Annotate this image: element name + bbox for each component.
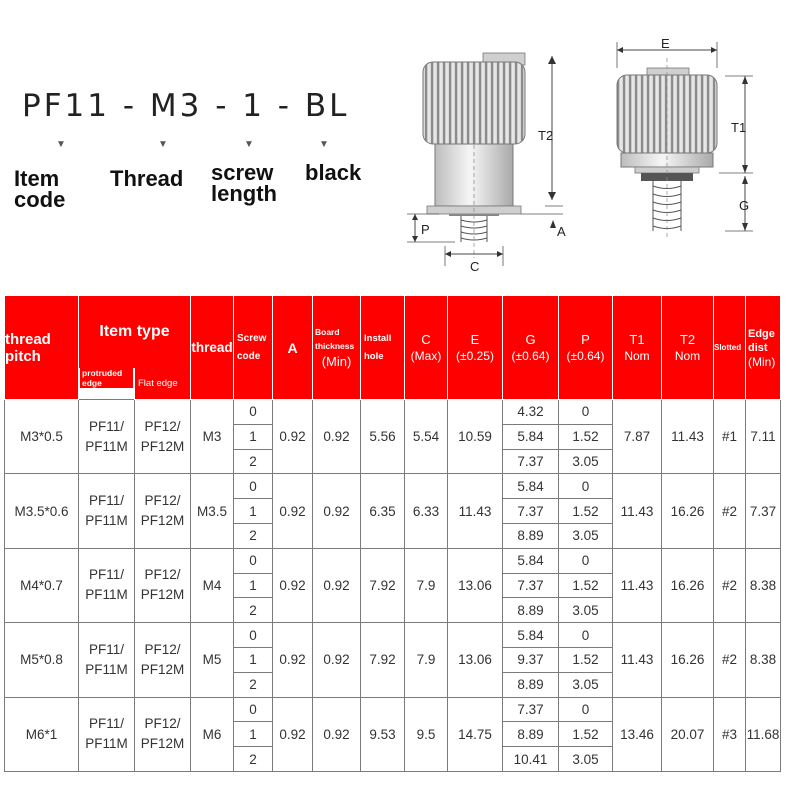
cell-install-hole: 9.53 — [361, 697, 405, 771]
cell-screw-code: 0 — [234, 623, 273, 648]
cell-g: 8.89 — [503, 598, 559, 623]
cell-screw-code: 0 — [234, 474, 273, 499]
cell-flat-edge-line: PF12M — [140, 736, 185, 752]
down-arrow-icon: ▼ — [56, 139, 66, 150]
cell-t2: 11.43 — [662, 400, 714, 474]
header-thread-pitch: thread pitch — [5, 296, 79, 400]
cell-e: 11.43 — [448, 474, 503, 548]
cell-p: 0 — [559, 474, 613, 499]
cell-flat-edge — [135, 400, 191, 474]
cell-protruded-edge — [79, 548, 135, 622]
cell-p: 1.52 — [559, 573, 613, 598]
table-row — [5, 548, 781, 573]
cell-screw-code: 0 — [234, 548, 273, 573]
cell-g: 8.89 — [503, 672, 559, 697]
down-arrow-icon: ▼ — [244, 139, 254, 150]
cell-thread: M6 — [191, 697, 234, 771]
cell-edge-dist: 7.11 — [746, 400, 781, 474]
dim-label-p: P — [421, 222, 430, 237]
header-t1: T1 Nom — [613, 296, 662, 400]
cell-e: 10.59 — [448, 400, 503, 474]
cell-p: 1.52 — [559, 499, 613, 524]
header-board-thickness: Board thickness (Min) — [313, 296, 361, 400]
cell-t2: 16.26 — [662, 474, 714, 548]
cell-flat-edge-line: PF12M — [140, 661, 185, 677]
cell-g: 7.37 — [503, 697, 559, 722]
cell-protruded-edge-line: PF11/ — [88, 493, 124, 509]
cell-thread-pitch: M5*0.8 — [5, 623, 79, 697]
cell-protruded-edge — [79, 474, 135, 548]
cell-flat-edge-line: PF12/ — [144, 716, 181, 732]
cell-screw-code: 1 — [234, 573, 273, 598]
cell-board-thickness: 0.92 — [313, 623, 361, 697]
header-t2: T2 Nom — [662, 296, 714, 400]
cell-install-hole: 7.92 — [361, 623, 405, 697]
cell-e: 13.06 — [448, 548, 503, 622]
header-install-hole: Install hole — [361, 296, 405, 400]
cell-p: 1.52 — [559, 647, 613, 672]
cell-g: 4.32 — [503, 400, 559, 425]
cell-t2: 16.26 — [662, 548, 714, 622]
spec-table — [4, 295, 781, 772]
cell-p: 3.05 — [559, 672, 613, 697]
cell-a: 0.92 — [273, 697, 313, 771]
cell-p: 0 — [559, 400, 613, 425]
dim-label-t1: T1 — [731, 120, 747, 135]
header-c: C (Max) — [405, 296, 448, 400]
cell-c: 5.54 — [405, 400, 448, 474]
cell-install-hole: 7.92 — [361, 548, 405, 622]
cell-g: 8.89 — [503, 722, 559, 747]
cell-g: 8.89 — [503, 523, 559, 548]
cell-screw-code: 2 — [234, 449, 273, 474]
cell-flat-edge-line: PF12/ — [144, 641, 181, 657]
cell-g: 9.37 — [503, 647, 559, 672]
label-thread: Thread — [110, 166, 184, 191]
cell-screw-code: 2 — [234, 598, 273, 623]
table-row — [5, 400, 781, 425]
cell-protruded-edge-line: PF11/ — [88, 641, 124, 657]
cell-a: 0.92 — [273, 623, 313, 697]
dim-label-t2: T2 — [538, 128, 554, 143]
cell-flat-edge — [135, 548, 191, 622]
cell-thread: M5 — [191, 623, 234, 697]
table-row — [5, 697, 781, 722]
cell-protruded-edge — [79, 400, 135, 474]
cell-screw-code: 1 — [234, 424, 273, 449]
cell-t1: 7.87 — [613, 400, 662, 474]
cell-screw-code: 1 — [234, 722, 273, 747]
cell-c: 6.33 — [405, 474, 448, 548]
cell-protruded-edge-line: PF11/ — [88, 567, 124, 583]
cell-protruded-edge-line: PF11M — [85, 587, 128, 603]
cell-flat-edge — [135, 623, 191, 697]
cell-board-thickness: 0.92 — [313, 697, 361, 771]
header-item-type: Item type — [79, 296, 191, 368]
cell-protruded-edge-line: PF11M — [85, 513, 128, 529]
cell-thread: M3 — [191, 400, 234, 474]
dim-label-c: C — [470, 259, 480, 274]
header-flat-edge: Flat edge — [135, 368, 191, 400]
table-row — [5, 623, 781, 648]
cell-install-hole: 5.56 — [361, 400, 405, 474]
cell-t2: 16.26 — [662, 623, 714, 697]
cell-t1: 11.43 — [613, 623, 662, 697]
dim-label-g: G — [739, 198, 750, 213]
table-row — [5, 474, 781, 499]
cell-flat-edge — [135, 474, 191, 548]
header-protruded-edge: protruded edge — [79, 368, 134, 389]
cell-p: 3.05 — [559, 747, 613, 772]
cell-install-hole: 6.35 — [361, 474, 405, 548]
cell-p: 0 — [559, 623, 613, 648]
header-e: E (±0.25) — [448, 296, 503, 400]
cell-e: 14.75 — [448, 697, 503, 771]
captive-screw-drawing — [395, 28, 785, 278]
cell-screw-code: 0 — [234, 697, 273, 722]
cell-protruded-edge-line: PF11M — [85, 438, 128, 454]
cell-c: 7.9 — [405, 623, 448, 697]
cell-protruded-edge — [79, 623, 135, 697]
cell-edge-dist: 11.68 — [746, 697, 781, 771]
cell-slotted: #1 — [714, 400, 746, 474]
dim-label-e: E — [661, 36, 670, 51]
cell-flat-edge-line: PF12/ — [144, 418, 181, 434]
cell-edge-dist: 8.38 — [746, 623, 781, 697]
cell-screw-code: 2 — [234, 523, 273, 548]
cell-protruded-edge-line: PF11M — [85, 661, 128, 677]
cell-p: 3.05 — [559, 523, 613, 548]
down-arrow-icon: ▼ — [319, 139, 329, 150]
cell-slotted: #3 — [714, 697, 746, 771]
cell-thread-pitch: M3*0.5 — [5, 400, 79, 474]
cell-p: 3.05 — [559, 449, 613, 474]
cell-thread-pitch: M3.5*0.6 — [5, 474, 79, 548]
header-thread: thread — [191, 296, 234, 400]
cell-slotted: #2 — [714, 474, 746, 548]
cell-screw-code: 1 — [234, 499, 273, 524]
cell-protruded-edge-line: PF11/ — [88, 418, 124, 434]
cell-g: 10.41 — [503, 747, 559, 772]
label-screw-length: screw length — [211, 160, 277, 206]
cell-protruded-edge-line: PF11/ — [88, 716, 124, 732]
left-screw-shape — [423, 53, 525, 258]
part-number: PF11 - M3 - 1 - BL — [22, 88, 350, 124]
cell-slotted: #2 — [714, 623, 746, 697]
cell-screw-code: 0 — [234, 400, 273, 425]
cell-a: 0.92 — [273, 548, 313, 622]
cell-flat-edge-line: PF12/ — [144, 567, 181, 583]
cell-protruded-edge — [79, 697, 135, 771]
header-p: P (±0.64) — [559, 296, 613, 400]
cell-p: 1.52 — [559, 722, 613, 747]
header-edge-dist: Edge dist (Min) — [746, 296, 781, 400]
header-a: A — [273, 296, 313, 400]
cell-g: 5.84 — [503, 424, 559, 449]
cell-p: 3.05 — [559, 598, 613, 623]
cell-board-thickness: 0.92 — [313, 548, 361, 622]
cell-t1: 13.46 — [613, 697, 662, 771]
cell-edge-dist: 7.37 — [746, 474, 781, 548]
cell-g: 7.37 — [503, 573, 559, 598]
cell-thread-pitch: M4*0.7 — [5, 548, 79, 622]
right-screw-shape — [617, 58, 717, 238]
cell-screw-code: 2 — [234, 672, 273, 697]
cell-g: 7.37 — [503, 449, 559, 474]
cell-g: 5.84 — [503, 548, 559, 573]
down-arrow-icon: ▼ — [158, 139, 168, 150]
cell-flat-edge-line: PF12M — [140, 513, 185, 529]
cell-t2: 20.07 — [662, 697, 714, 771]
cell-edge-dist: 8.38 — [746, 548, 781, 622]
cell-p: 0 — [559, 548, 613, 573]
table-header-row — [5, 296, 781, 368]
cell-flat-edge-line: PF12/ — [144, 493, 181, 509]
cell-t1: 11.43 — [613, 548, 662, 622]
cell-c: 9.5 — [405, 697, 448, 771]
cell-protruded-edge-line: PF11M — [85, 736, 128, 752]
cell-board-thickness: 0.92 — [313, 474, 361, 548]
cell-flat-edge — [135, 697, 191, 771]
cell-a: 0.92 — [273, 400, 313, 474]
cell-board-thickness: 0.92 — [313, 400, 361, 474]
cell-thread: M3.5 — [191, 474, 234, 548]
cell-screw-code: 1 — [234, 647, 273, 672]
dim-label-a: A — [557, 224, 566, 239]
cell-g: 5.84 — [503, 623, 559, 648]
cell-t1: 11.43 — [613, 474, 662, 548]
header-screw-code: Screw code — [234, 296, 273, 400]
cell-a: 0.92 — [273, 474, 313, 548]
cell-c: 7.9 — [405, 548, 448, 622]
cell-p: 1.52 — [559, 424, 613, 449]
cell-flat-edge-line: PF12M — [140, 587, 185, 603]
label-item-code: Item code — [14, 166, 66, 212]
header-slotted: Slotted — [714, 296, 746, 400]
cell-p: 0 — [559, 697, 613, 722]
header-g: G (±0.64) — [503, 296, 559, 400]
cell-g: 5.84 — [503, 474, 559, 499]
cell-flat-edge-line: PF12M — [140, 438, 185, 454]
cell-e: 13.06 — [448, 623, 503, 697]
cell-screw-code: 2 — [234, 747, 273, 772]
cell-thread: M4 — [191, 548, 234, 622]
cell-thread-pitch: M6*1 — [5, 697, 79, 771]
cell-slotted: #2 — [714, 548, 746, 622]
cell-g: 7.37 — [503, 499, 559, 524]
label-black: black — [305, 160, 362, 185]
